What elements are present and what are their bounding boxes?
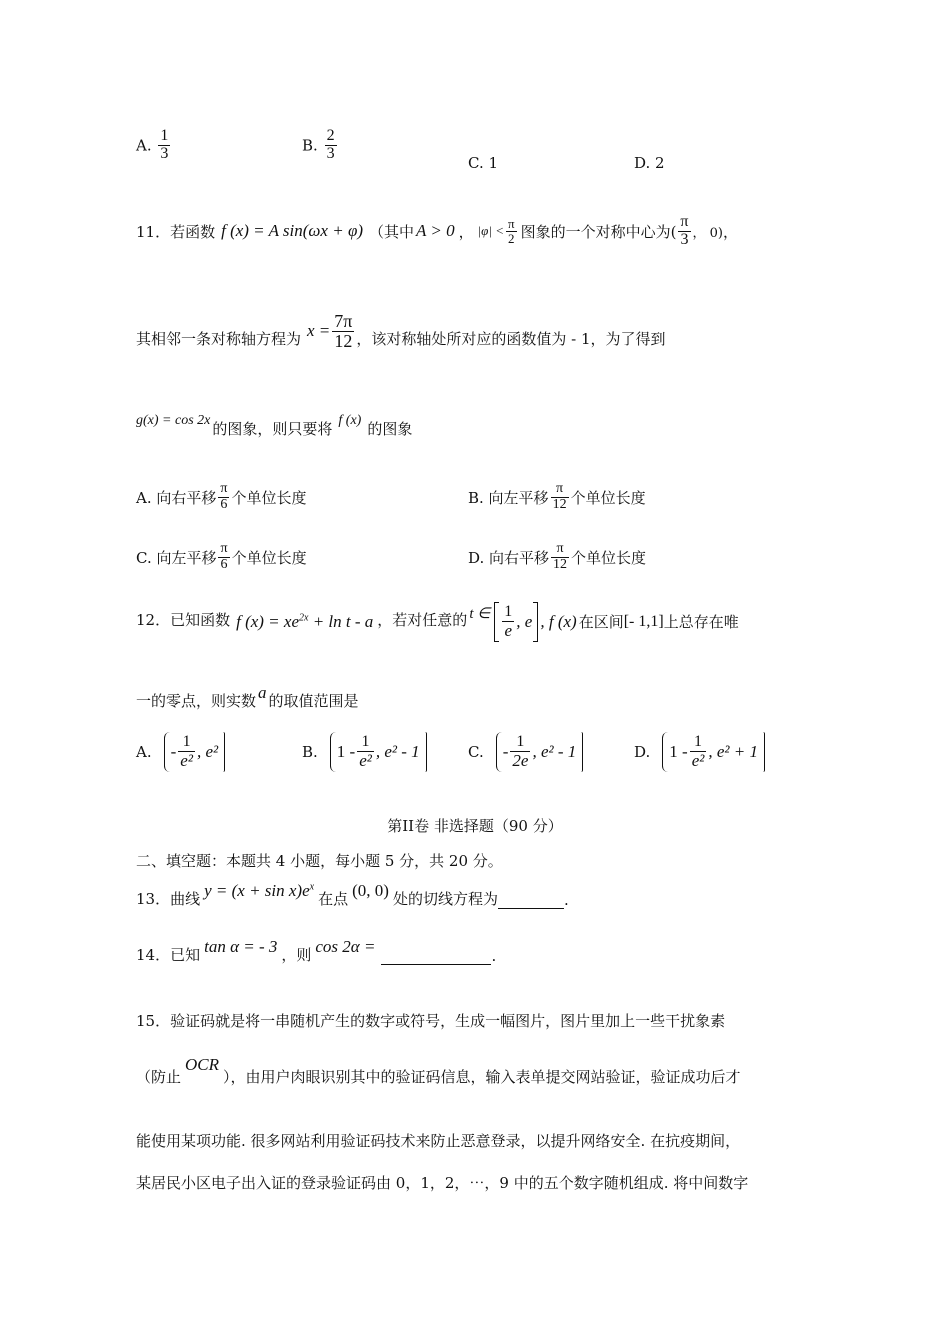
option-label: A. bbox=[136, 742, 152, 761]
option-prefix: A. 向右平移 bbox=[136, 488, 217, 507]
fraction-numerator: π bbox=[556, 541, 564, 556]
fraction-numerator: 1 bbox=[516, 733, 525, 750]
q15-line2-pre: （防止 bbox=[136, 1068, 182, 1086]
q11-axis-lhs: x = bbox=[307, 321, 331, 341]
q12-t-in: t ∈ bbox=[469, 606, 491, 622]
q10-option-a bbox=[136, 128, 172, 163]
q11-center-tail: ， 0) bbox=[692, 225, 723, 241]
q10-option-b-fraction bbox=[325, 128, 337, 163]
q12-function-a: f (x) = xe bbox=[236, 611, 299, 631]
q11-condition-open: （其中 bbox=[369, 222, 415, 241]
q12-option-b bbox=[302, 732, 427, 772]
q12-function bbox=[236, 612, 373, 632]
fraction-denominator: 3 bbox=[160, 144, 169, 162]
option-interval-suffix: , e² - 1 bbox=[375, 741, 420, 761]
q15-line-4: 某居民小区电子出入证的登录验证码由 0，1，2，⋯，9 中的五个数字随机组成. 将中间数字 bbox=[136, 1174, 749, 1192]
q13-mid: 在点 bbox=[318, 890, 349, 908]
fraction-denominator: e² bbox=[359, 750, 372, 770]
q14-condition: tan α = - 3 bbox=[204, 937, 278, 956]
option-fraction bbox=[178, 734, 195, 770]
q13-line bbox=[136, 881, 569, 909]
fraction-denominator: e bbox=[504, 620, 513, 640]
fraction-numerator: 2 bbox=[326, 127, 335, 144]
q11-g-function: g(x) = cos 2x bbox=[136, 413, 211, 428]
fraction-denominator: e² bbox=[691, 750, 705, 770]
q10-option-a-fraction bbox=[158, 128, 170, 163]
q15-ocr: OCR bbox=[185, 1055, 220, 1074]
q15-line-3: 能使用某项功能. 很多网站利用验证码技术来防止恶意登录，以提升网络安全. 在抗疫期间， bbox=[136, 1132, 741, 1150]
option-interval bbox=[662, 732, 765, 772]
option-interval bbox=[496, 732, 584, 772]
q12-line-2 bbox=[136, 683, 359, 711]
q12-f-x: , f (x) bbox=[540, 611, 577, 631]
q12-interval-fraction bbox=[502, 604, 514, 640]
fraction-denominator: 2e bbox=[512, 750, 529, 770]
option-interval bbox=[164, 732, 225, 772]
option-fraction bbox=[218, 482, 229, 512]
section2-heading: 二、填空题：本题共 4 小题，每小题 5 分，共 20 分。 bbox=[136, 852, 503, 870]
q15-line-1: 15．验证码就是将一串随机产生的数字或符号，生成一幅图片，图片里加上一些干扰象素 bbox=[136, 1012, 726, 1030]
fraction-denominator: 3 bbox=[326, 144, 335, 162]
fraction-denominator: e² bbox=[180, 750, 193, 770]
fraction-numerator: 1 bbox=[361, 733, 370, 750]
q12-interval: [- 1,1] bbox=[623, 612, 664, 630]
q10-option-c: C. 1 bbox=[468, 154, 499, 172]
option-prefix: B. 向左平移 bbox=[468, 488, 549, 507]
q13-pre: 13．曲线 bbox=[136, 890, 201, 908]
q12-option-c bbox=[468, 732, 583, 772]
fraction-denominator: 6 bbox=[220, 496, 228, 512]
option-fraction bbox=[551, 482, 569, 512]
q10-option-d: D. 2 bbox=[634, 154, 665, 172]
fraction-numerator: π bbox=[556, 481, 564, 496]
fraction-denominator: 12 bbox=[552, 496, 567, 512]
q13-curve-exponent: x bbox=[309, 881, 315, 893]
q12-interval-bracket bbox=[494, 604, 538, 640]
q12-mid: ，若对任意的 bbox=[377, 610, 468, 629]
q11-option-a bbox=[136, 482, 306, 512]
q12-line2-b: 的取值范围是 bbox=[268, 692, 359, 710]
q11-line-3 bbox=[136, 413, 413, 439]
part2-title: 第II卷 非选择题（90 分） bbox=[387, 817, 563, 835]
q13-point: (0, 0) bbox=[352, 881, 389, 900]
fraction-numerator: 1 bbox=[694, 733, 703, 750]
q11-f-function: f (x) bbox=[338, 413, 362, 428]
q11-line-1 bbox=[136, 214, 738, 249]
q14-line bbox=[136, 937, 497, 965]
q11-phi-fraction bbox=[506, 217, 517, 245]
q12-option-d bbox=[634, 732, 765, 772]
option-interval-suffix: , e² bbox=[196, 741, 219, 761]
q11-line3-mid: 的图象，则只要将 bbox=[212, 420, 333, 438]
q11-condition-a: A > 0 bbox=[416, 221, 455, 241]
q12-option-a bbox=[136, 732, 225, 772]
q10-option-a-label: A. bbox=[136, 136, 152, 155]
fraction-denominator: 2 bbox=[508, 230, 515, 246]
fraction-numerator: π bbox=[680, 213, 689, 230]
option-interval bbox=[330, 732, 427, 772]
option-fraction bbox=[510, 734, 530, 770]
q11-function: f (x) = A sin(ωx + φ) bbox=[221, 221, 364, 241]
option-prefix: C. 向左平移 bbox=[136, 548, 217, 567]
option-interval-prefix: 1 - bbox=[669, 741, 688, 761]
q11-option-b bbox=[468, 482, 646, 512]
comma: ， bbox=[458, 222, 474, 241]
q12-tail: 上总存在唯 bbox=[663, 613, 739, 632]
option-label: B. bbox=[302, 742, 318, 761]
q10-option-b-label: B. bbox=[302, 136, 318, 155]
fraction-numerator: π bbox=[220, 541, 228, 556]
q13-answer-blank[interactable] bbox=[498, 894, 564, 909]
q11-line-2 bbox=[136, 312, 666, 351]
q11-center-fraction bbox=[678, 214, 690, 249]
q11-line2-pre: 其相邻一条对称轴方程为 bbox=[136, 329, 302, 348]
fraction-numerator: 1 bbox=[160, 127, 169, 144]
q11-option-c bbox=[136, 542, 307, 572]
fraction-denominator: 12 bbox=[553, 556, 568, 572]
option-suffix: 个单位长度 bbox=[570, 488, 646, 507]
q11-axis-fraction bbox=[332, 312, 354, 351]
q14-expression: cos 2α = bbox=[315, 937, 376, 956]
option-interval-suffix: , e² - 1 bbox=[532, 741, 577, 761]
q12-function-b: + ln t - a bbox=[308, 611, 374, 631]
q11-line3-end: 的图象 bbox=[367, 420, 413, 438]
q11-option-d bbox=[468, 542, 646, 572]
q13-post: 处的切线方程为 bbox=[392, 890, 498, 908]
option-label: C. bbox=[468, 742, 484, 761]
option-fraction bbox=[690, 734, 707, 770]
fraction-denominator: 12 bbox=[334, 330, 353, 351]
q11-condition-phi: |φ| < bbox=[477, 223, 504, 239]
option-interval-prefix: - bbox=[170, 741, 177, 761]
option-prefix: D. 向右平移 bbox=[468, 548, 550, 567]
q14-end: . bbox=[491, 947, 497, 965]
fraction-numerator: 1 bbox=[504, 603, 513, 620]
option-interval-suffix: , e² + 1 bbox=[708, 741, 758, 761]
option-suffix: 个单位长度 bbox=[231, 548, 307, 567]
q13-end: . bbox=[563, 891, 569, 909]
option-suffix: 个单位长度 bbox=[571, 548, 647, 567]
q13-curve-base: y = (x + sin x)e bbox=[204, 881, 310, 900]
q11-number: 11．若函数 bbox=[136, 222, 216, 241]
option-label: D. bbox=[634, 742, 651, 761]
q12-number: 12．已知函数 bbox=[136, 610, 231, 629]
q12-zone: 在区间 bbox=[578, 613, 624, 632]
q11-text-mid: 图象的一个对称中心为( bbox=[520, 222, 677, 241]
fraction-numerator: 7π bbox=[334, 311, 353, 331]
option-interval-prefix: 1 - bbox=[336, 741, 356, 761]
q12-line2-a: 一的零点，则实数 bbox=[136, 692, 257, 710]
q11-text-end: ， bbox=[722, 222, 738, 241]
q12-line-1 bbox=[136, 604, 739, 640]
fraction-denominator: 6 bbox=[220, 556, 228, 572]
q12-variable-a: a bbox=[258, 683, 267, 702]
option-interval-prefix: - bbox=[502, 741, 509, 761]
option-fraction bbox=[218, 542, 229, 572]
q13-curve bbox=[204, 881, 314, 901]
fraction-numerator: π bbox=[220, 481, 228, 496]
q14-mid: ，则 bbox=[281, 946, 312, 964]
q12-interval-tail: , e bbox=[516, 611, 533, 631]
q12-function-exponent: 2x bbox=[299, 611, 309, 623]
q14-pre: 14．已知 bbox=[136, 946, 201, 964]
q15-line2-post: ），由用户肉眼识别其中的验证码信息，输入表单提交网站验证，验证成功后才 bbox=[223, 1068, 741, 1086]
fraction-denominator: 3 bbox=[680, 230, 689, 248]
q15-line-2 bbox=[136, 1055, 741, 1087]
q11-line2-post: ，该对称轴处所对应的函数值为 - 1，为了得到 bbox=[356, 329, 666, 348]
option-suffix: 个单位长度 bbox=[231, 488, 307, 507]
fraction-numerator: π bbox=[507, 216, 515, 232]
fraction-numerator: 1 bbox=[182, 733, 191, 750]
option-fraction bbox=[551, 542, 569, 572]
q10-option-b bbox=[302, 128, 339, 163]
q14-answer-blank[interactable] bbox=[381, 950, 491, 965]
option-fraction bbox=[357, 734, 374, 770]
